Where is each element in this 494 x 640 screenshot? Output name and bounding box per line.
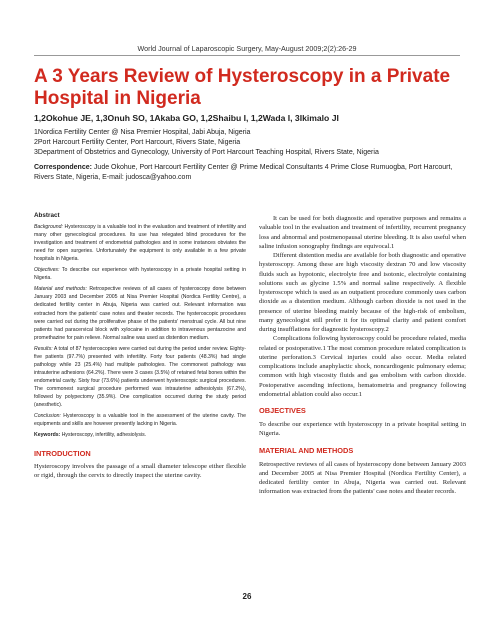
abstract-heading: Abstract <box>34 212 60 219</box>
abstract-background: Background: Hysteroscopy is a valuable tool in the evaluation and treatment of infertility and many other gynecological procedures. Its use has relegated blind procedures for the investigation and treatment of endometrial pathologies and in some instances obviates the need for open surgeries. Unfortunately the equipment is only available in a few private hospitals in Nigeria. <box>34 224 246 263</box>
abstract-results: Results: A total of 87 hysteroscopies were carried out during the period under review. Eighty-five patients (97.7%) presented with infertility. Forty four patients (48.3%) had single pathology while 23 (25.4%) had multiple pathologies. The commonest pathology was intrauterine adhesions (64.2%). There were 3 cases (3.5%) of retained fetal bones within the endometrial cavity. Sixty four (73.6%) patients underwent hysteroscopic surgical procedures. The commonest surgical procedure performed was intrauterine adhesiolysis (67.2%), followed by polypectomy (35.9%). One complication occurred during the study period (anesthetic). <box>34 345 246 409</box>
objectives-heading: OBJECTIVES <box>259 406 306 415</box>
correspondence-text: Jude Okohue, Port Harcourt Fertility Center @ Prime Medical Consultants 4 Prime Close Rumuogba, Port Harcourt, Rivers State, Nigeria, E-mail: judosca@yahoo.com <box>34 164 453 181</box>
introduction-text: Hysteroscopy involves the passage of a small diameter telescope either flexible or rigid, through the cervix to directly inspect the uterine cavity. <box>34 463 246 480</box>
objectives-text: To describe our experience with hysteroscopy in a private hospital setting in Nigeria. <box>259 421 466 438</box>
keywords-label: Keywords: <box>34 432 61 439</box>
article-title: A 3 Years Review of Hysteroscopy in a Private Hospital in Nigeria <box>34 66 451 109</box>
intro-paragraph-3: Complications following hysteroscopy could be procedure related, media related or postoperative.1 The most common procedure related complication is uterine perforation.3 Cervical injuries could also occur. Media related complications include anaphylactic shock, noncardiogenic pulmonary edema; common with high viscosity fluids and gas embolism with carbon dioxide. Postoperative ascending infections, hematometria and pregnancy following endometrial ablation could also occur.1 <box>259 335 466 398</box>
header-rule <box>34 55 460 56</box>
correspondence <box>34 163 464 183</box>
methods-label: Material and methods: <box>34 286 87 293</box>
abstract-objectives: Objectives: To describe our experience with hysteroscopy in a private hospital setting in Nigeria. <box>34 267 246 282</box>
left-column <box>34 212 246 481</box>
abstract-conclusion: Conclusion: Hysteroscopy is a valuable tool in the assessment of the uterine cavity. The equipments and skills are however presently lacking in Nigeria. <box>34 413 247 428</box>
conclusion-label: Conclusion: <box>34 413 61 420</box>
objectives-label: Objectives: <box>34 267 60 274</box>
intro-paragraph-2: Different distention media are available for both diagnostic and operative hysteroscopy. Among these are high viscosity dextran 70 and low viscosity fluids such as hypotonic, electrolyte free and isotonic, electrolyte containing solutions such as glycine 1.5% and normal saline respectively. A flexible hysteroscope which is used as an outpatient procedure commonly uses carbon dioxide as a distention medium. Although carbon dioxide is not used in the presence of uterine bleeding mainly because of the high-risk of embolism, many gynecologist still prefer it for its optimal clarity and patient comfort during insufflations for diagnostic hysteroscopy.2 <box>259 252 466 333</box>
affiliations <box>34 128 379 158</box>
affiliation-2: 2Port Harcourt Fertility Center, Port Harcourt, Rivers State, Nigeria <box>34 139 241 146</box>
methods-heading: MATERIAL AND METHODS <box>259 445 354 455</box>
correspondence-label: Correspondence: <box>34 164 92 171</box>
affiliation-1: 1Nordica Fertility Center @ Nisa Premier Hospital, Jabi Abuja, Nigeria <box>34 129 251 136</box>
introduction-heading: INTRODUCTION <box>34 449 91 459</box>
methods-text: Retrospective reviews of all cases of hysteroscopy done between January 2003 and December 2005 at Nisa Premier Hospital (Nordica Fertility Center), a dedicated fertility center in Abuja, Nigeria was carried out. Relevant information was extracted from the patients' case notes and theater records. <box>259 460 466 496</box>
affiliation-3: 3Department of Obstetrics and Gynecology, University of Port Harcourt Teaching Hospital, Rivers State, Nigeria <box>34 149 379 156</box>
abstract <box>34 212 246 439</box>
intro-paragraph-1: It can be used for both diagnostic and operative purposes and remains a valuable tool in the evaluation and treatment of infertility, recurrent pregnancy loss and abnormal and postmenopausal uterine bleeding. It is also useful when saline infusion sonography findings are equivocal.1 <box>259 215 466 250</box>
results-label: Results: <box>34 345 53 352</box>
abstract-methods: Material and methods: Retrospective reviews of all cases of hysteroscopy done between January 2003 and December 2005 at Nisa Premier Hospital (Nordica Fertility Centre), a dedicated fertility center in Abuja, Nigeria was carried out. Relevant information was extracted from the patients' case notes and theater records. The hysteroscopic procedures were carried out during the proliferative phase of the patients' menstrual cycle. All but nine patients had paracervical block with xylocaine in addition to intravenous pentazocine and promethazine for pain relieve. Normal saline was used as distention medium. <box>34 286 246 341</box>
author-list: 1,2Okohue JE, 1,3Onuh SO, 1Akaba GO, 1,2Shaibu I, 1,2Wada I, 3Ikimalo JI <box>34 113 339 123</box>
right-column <box>259 214 466 497</box>
keywords: Keywords: Hysteroscopy, infertility, adhesiolysis. <box>34 432 147 439</box>
background-label: Background: <box>34 224 63 231</box>
page-number: 26 <box>242 592 252 601</box>
running-header: World Journal of Laparoscopic Surgery, May-August 2009;2(2):26-29 <box>137 44 357 53</box>
